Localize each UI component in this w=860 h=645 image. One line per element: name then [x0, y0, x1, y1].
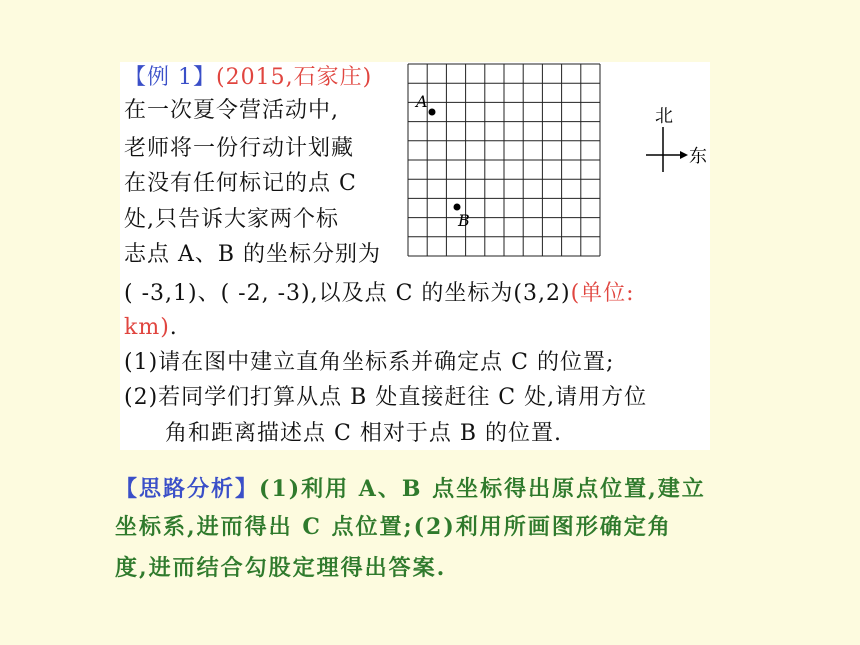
- unit-label-km: km): [124, 315, 170, 340]
- analysis-text-1: (1)利用 A、B 点坐标得出原点位置,建立: [259, 476, 706, 502]
- problem-line-7: [124, 314, 178, 342]
- problem-line-6: [124, 280, 635, 308]
- unit-label: (单位:: [570, 281, 635, 306]
- problem-line-3: 在没有任何标记的点 C: [124, 171, 357, 196]
- question-2-line-2: 角和距离描述点 C 相对于点 B 的位置.: [165, 421, 562, 446]
- point-b-dot: [454, 204, 461, 211]
- problem-header: [124, 64, 372, 92]
- coordinates-text: ( -3,1)、( -2, -3),以及点 C 的坐标为(3,2): [124, 281, 571, 306]
- problem-line-1: 在一次夏令营活动中,: [124, 98, 339, 123]
- analysis-line-1: [115, 474, 706, 505]
- problem-line-4: 处,只告诉大家两个标: [124, 207, 339, 232]
- point-a-dot: [429, 109, 436, 116]
- analysis-tag: 【思路分析】: [115, 476, 260, 502]
- question-1: (1)请在图中建立直角坐标系并确定点 C 的位置;: [124, 350, 615, 375]
- analysis-line-3: 度,进而结合勾股定理得出答案.: [115, 555, 447, 581]
- question-2-line-1: (2)若同学们打算从点 B 处直接赶往 C 处,请用方位: [124, 385, 648, 410]
- grid-lines: [408, 64, 600, 256]
- example-tag: 【例 1】: [124, 65, 216, 90]
- compass-icon: [638, 100, 718, 180]
- point-b-label: B: [458, 211, 470, 230]
- compass-east-label: 东: [689, 146, 707, 167]
- analysis-line-2: 坐标系,进而得出 C 点位置;(2)利用所画图形确定角: [115, 514, 672, 540]
- source-label: (2015,石家庄): [216, 65, 373, 90]
- compass-north-label: 北: [655, 106, 673, 127]
- problem-line-5: 志点 A、B 的坐标分别为: [124, 242, 382, 267]
- period: .: [169, 315, 178, 340]
- point-a-label: A: [416, 92, 428, 111]
- problem-line-2: 老师将一份行动计划藏: [124, 136, 355, 161]
